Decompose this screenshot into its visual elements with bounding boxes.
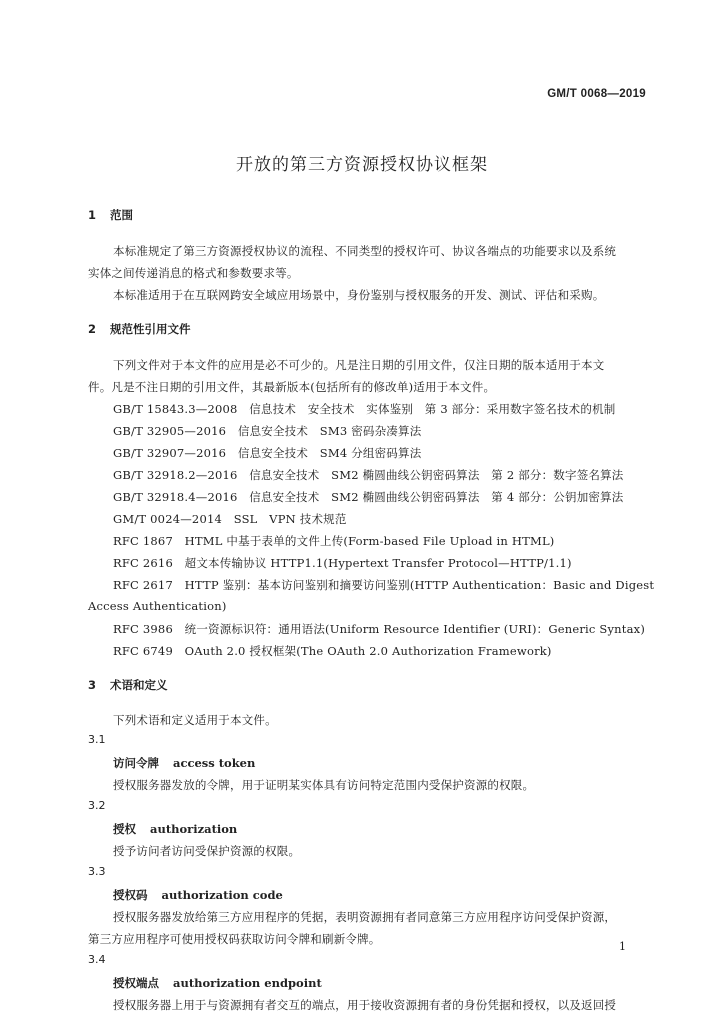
reference-item: GB/T 32907—2016 信息安全技术 SM4 分组密码算法 — [113, 446, 422, 460]
term-definition: 授权服务器发放给第三方应用程序的凭据，表明资源拥有者同意第三方应用程序访问受保护资源， — [113, 910, 617, 924]
section-title: 范围 — [110, 208, 133, 222]
reference-item: RFC 2617 HTTP 鉴别：基本访问鉴别和摘要访问鉴别(HTTP Authentication：Basic and Digest — [113, 578, 655, 592]
section-3-heading — [88, 677, 168, 693]
reference-item: GB/T 15843.3—2008 信息技术 安全技术 实体鉴别 第 3 部分：采用数字签名技术的机制 — [113, 402, 616, 416]
section-title: 规范性引用文件 — [110, 322, 191, 336]
reference-item: RFC 6749 OAuth 2.0 授权框架(The OAuth 2.0 Authorization Framework) — [113, 644, 552, 658]
page-number: 1 — [619, 940, 626, 953]
term-name-en: authorization code — [161, 888, 283, 902]
term-number: 3.3 — [88, 865, 106, 878]
reference-item: RFC 1867 HTML 中基于表单的文件上传(Form-based File Upload in HTML) — [113, 534, 555, 548]
term-name-zh: 授权 — [113, 822, 136, 836]
term-name-zh: 访问令牌 — [113, 756, 159, 770]
section-title: 术语和定义 — [110, 678, 168, 692]
term-heading — [113, 887, 283, 903]
term-definition: 第三方应用程序可使用授权码获取访问令牌和刷新令牌。 — [88, 932, 381, 946]
reference-item: GB/T 32918.4—2016 信息安全技术 SM2 椭圆曲线公钥密码算法 第 4 部分：公钥加密算法 — [113, 490, 624, 504]
section-number: 2 — [88, 322, 97, 336]
reference-item-continuation: Access Authentication) — [88, 599, 227, 613]
section-1-heading — [88, 207, 133, 223]
reference-item: GB/T 32905—2016 信息安全技术 SM3 密码杂凑算法 — [113, 424, 422, 438]
term-name-en: authorization — [150, 822, 238, 836]
paragraph-line: 下列文件对于本文件的应用是必不可少的。凡是注日期的引用文件，仅注日期的版本适用于本文 — [113, 358, 605, 372]
term-number: 3.1 — [88, 733, 106, 746]
standard-code: GM/T 0068—2019 — [547, 88, 646, 100]
reference-item: GM/T 0024—2014 SSL VPN 技术规范 — [113, 512, 347, 526]
reference-item: GB/T 32918.2—2016 信息安全技术 SM2 椭圆曲线公钥密码算法 第 2 部分：数字签名算法 — [113, 468, 624, 482]
section-number: 3 — [88, 678, 97, 692]
term-definition: 授权服务器上用于与资源拥有者交互的端点，用于接收资源拥有者的身份凭据和授权，以及返回授 — [113, 998, 617, 1012]
term-name-zh: 授权端点 — [113, 976, 159, 990]
section-2-heading — [88, 321, 191, 337]
paragraph-line: 件。凡是不注日期的引用文件，其最新版本(包括所有的修改单)适用于本文件。 — [88, 380, 496, 394]
term-number: 3.2 — [88, 799, 106, 812]
term-heading — [113, 821, 237, 837]
term-definition: 授予访问者访问受保护资源的权限。 — [113, 844, 301, 858]
term-number: 3.4 — [88, 953, 106, 966]
reference-item: RFC 3986 统一资源标识符：通用语法(Uniform Resource Identifier (URI)：Generic Syntax) — [113, 622, 646, 636]
term-heading — [113, 975, 322, 991]
term-heading — [113, 755, 255, 771]
term-definition: 授权服务器发放的令牌，用于证明某实体具有访问特定范围内受保护资源的权限。 — [113, 778, 535, 792]
paragraph-line: 下列术语和定义适用于本文件。 — [113, 713, 277, 727]
term-name-zh: 授权码 — [113, 888, 148, 902]
term-name-en: authorization endpoint — [173, 976, 322, 990]
section-number: 1 — [88, 208, 97, 222]
term-name-en: access token — [173, 756, 256, 770]
document-title: 开放的第三方资源授权协议框架 — [236, 155, 488, 175]
paragraph-line: 实体之间传递消息的格式和参数要求等。 — [88, 266, 299, 280]
paragraph-line: 本标准规定了第三方资源授权协议的流程、不同类型的授权许可、协议各端点的功能要求以及系统 — [113, 244, 617, 258]
reference-item: RFC 2616 超文本传输协议 HTTP1.1(Hypertext Transfer Protocol—HTTP/1.1) — [113, 556, 572, 570]
paragraph-line: 本标准适用于在互联网跨安全域应用场景中，身份鉴别与授权服务的开发、测试、评估和采购。 — [113, 288, 605, 302]
